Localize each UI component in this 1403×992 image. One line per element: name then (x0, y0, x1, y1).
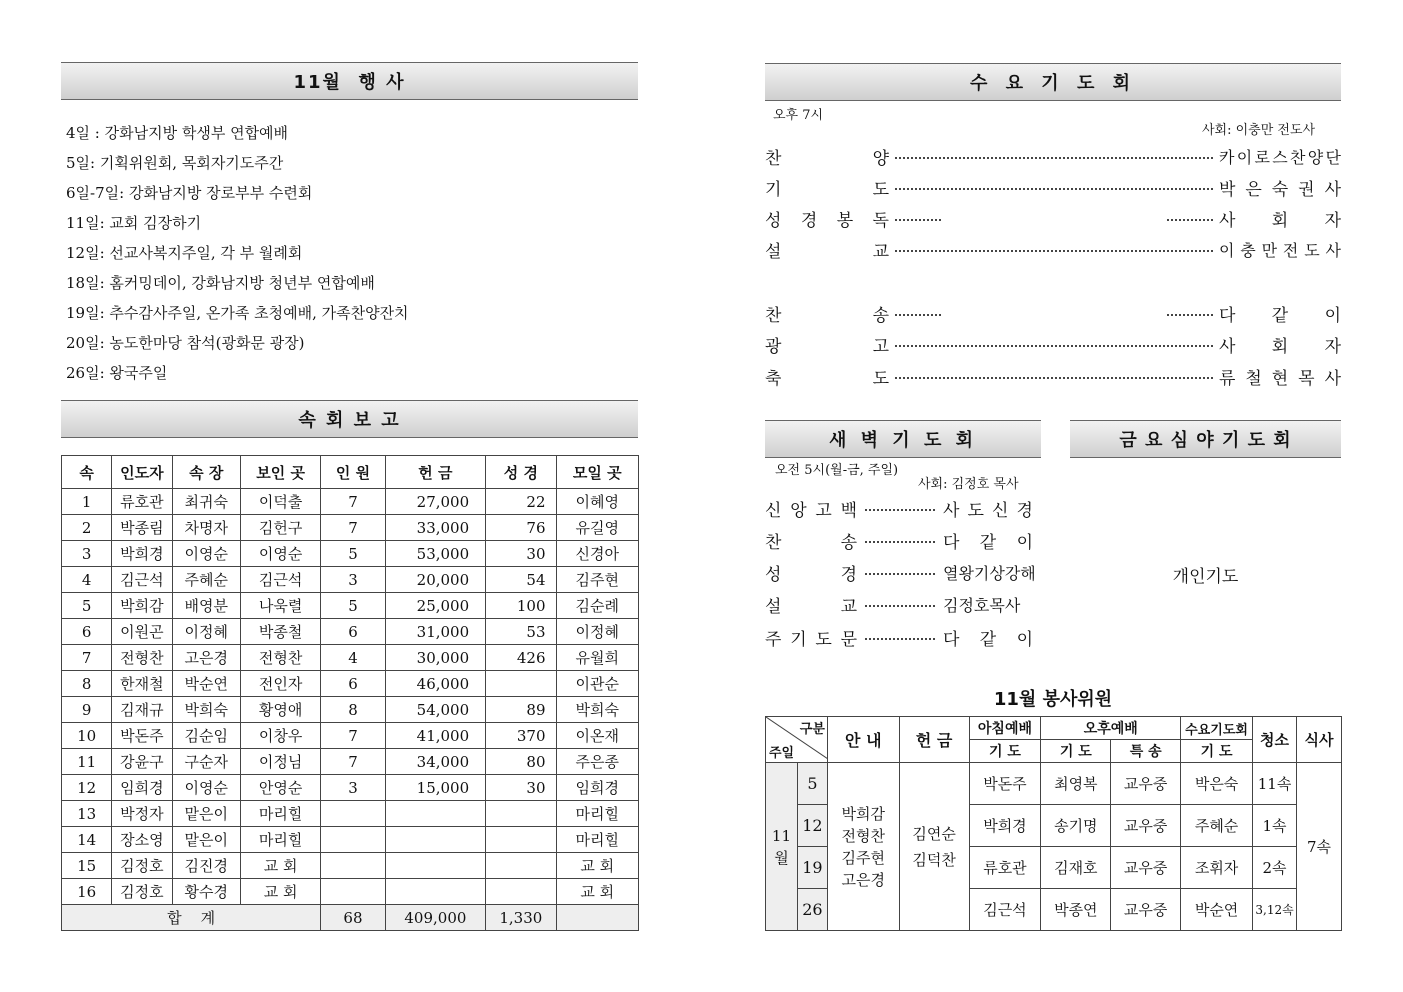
special-cell: 교우중 (1111, 847, 1181, 889)
table-row (62, 645, 639, 671)
table-cell: 27,000 (385, 489, 486, 515)
month-cell: 11 월 (766, 763, 798, 931)
friday-title: 금 요 심 야 기 도 회 (1119, 430, 1292, 451)
special-cell: 교우중 (1111, 805, 1181, 847)
table-cell: 강윤구 (112, 749, 172, 775)
table-cell: 10 (62, 723, 112, 749)
wednesday-row-value: 카 이 로 스 찬 양 단 (1219, 147, 1341, 167)
wednesday-row-label: 기 도 (765, 179, 889, 200)
dotted-leader (865, 573, 935, 575)
wednesday-row (765, 142, 1341, 170)
table-cell: 임희경 (556, 775, 638, 801)
afternoon-cell: 김재호 (1041, 847, 1111, 889)
guide-name: 전형찬 (841, 826, 886, 845)
table-cell: 12 (62, 775, 112, 801)
wednesday-row (765, 235, 1341, 263)
table-cell: 22 (486, 489, 556, 515)
dawn-row (765, 526, 1041, 554)
service-title: 11월 봉사위원 (993, 689, 1113, 710)
table-cell: 이정님 (240, 749, 320, 775)
events-header (61, 62, 638, 100)
table-cell: 박종림 (112, 515, 172, 541)
dotted-leader (865, 541, 935, 543)
table-cell: 황영애 (240, 697, 320, 723)
col-header: 헌 금 (385, 456, 486, 489)
h-clean: 청소 (1253, 717, 1297, 763)
table-cell: 7 (321, 749, 385, 775)
table-cell: 5 (62, 593, 112, 619)
dawn-row-value: 김정호목사 (943, 595, 1021, 615)
table-cell: 이영순 (240, 541, 320, 567)
table-cell: 박순연 (172, 671, 240, 697)
wednesday-row-label: 축 도 (765, 368, 889, 389)
dotted-leader (865, 605, 935, 607)
event-item: 20일: 농도한마당 참석(광화문 광장) (66, 334, 305, 352)
morning-cell: 김근석 (969, 889, 1041, 931)
dawn-title: 새 벽 기 도 회 (828, 430, 977, 451)
table-cell: 나욱렬 (240, 593, 320, 619)
wednesday-row-value: 박 은 숙 권 사 (1219, 179, 1341, 200)
dawn-row-label: 설 교 (765, 596, 857, 617)
col-header: 속 장 (172, 456, 240, 489)
table-row (62, 515, 639, 541)
table-cell: 마리힐 (240, 827, 320, 853)
wednesday-row (765, 299, 1341, 327)
table-cell: 마리힐 (556, 801, 638, 827)
table-cell: 최귀숙 (172, 489, 240, 515)
dotted-leader (895, 250, 1213, 252)
wednesday-header (765, 63, 1341, 101)
clean-cell: 11속 (1253, 763, 1297, 805)
table-cell (385, 827, 486, 853)
table-cell: 박희경 (112, 541, 172, 567)
wednesday-row-label: 찬 양 (765, 148, 889, 169)
table-cell: 교 회 (240, 879, 320, 905)
table-cell (486, 671, 556, 697)
table-cell: 이정혜 (172, 619, 240, 645)
table-cell: 4 (62, 567, 112, 593)
table-cell: 배영분 (172, 593, 240, 619)
table-cell: 김헌구 (240, 515, 320, 541)
table-cell: 2 (62, 515, 112, 541)
table-cell: 유길영 (556, 515, 638, 541)
corner-top: 구분 (799, 722, 825, 737)
dawn-row (765, 623, 1041, 651)
table-cell: 30 (486, 775, 556, 801)
table-cell: 신경아 (556, 541, 638, 567)
wednesday-row (765, 173, 1341, 201)
table-cell: 맡은이 (172, 827, 240, 853)
wednesday-row-label: 광 고 (765, 336, 889, 357)
table-cell: 전형찬 (112, 645, 172, 671)
table-cell: 박희감 (112, 593, 172, 619)
table-cell: 김순례 (556, 593, 638, 619)
afternoon-cell: 최영복 (1041, 763, 1111, 805)
table-row (62, 671, 639, 697)
table-cell: 54 (486, 567, 556, 593)
total-row (62, 905, 639, 931)
col-header: 속 (62, 456, 112, 489)
table-cell: 유월희 (556, 645, 638, 671)
table-cell: 김주현 (556, 567, 638, 593)
special-cell: 교우중 (1111, 763, 1181, 805)
table-cell: 이덕출 (240, 489, 320, 515)
table-cell: 53,000 (385, 541, 486, 567)
table-cell: 100 (486, 593, 556, 619)
table-cell: 고은경 (172, 645, 240, 671)
day-cell: 5 (797, 763, 827, 805)
sub-prayer: 기 도 (969, 740, 1041, 763)
table-cell: 54,000 (385, 697, 486, 723)
report-header (61, 400, 638, 438)
event-item: 4일 : 강화남지방 학생부 연합예배 (66, 124, 289, 142)
table-cell: 3 (62, 541, 112, 567)
table-cell (486, 801, 556, 827)
table-row (62, 827, 639, 853)
table-cell (321, 879, 385, 905)
table-cell: 76 (486, 515, 556, 541)
table-cell (321, 801, 385, 827)
offering-name: 김덕찬 (912, 850, 956, 869)
event-item: 26일: 왕국주일 (66, 364, 168, 382)
dotted-leader (889, 217, 1219, 219)
table-cell: 41,000 (385, 723, 486, 749)
table-cell: 교 회 (556, 879, 638, 905)
table-cell: 4 (321, 645, 385, 671)
table-cell: 이창우 (240, 723, 320, 749)
sub-special: 특 송 (1111, 740, 1181, 763)
h-meal: 식사 (1297, 717, 1342, 763)
table-cell: 마리힐 (556, 827, 638, 853)
wednesday-row (765, 204, 1341, 232)
table-cell: 25,000 (385, 593, 486, 619)
table-cell: 장소영 (112, 827, 172, 853)
table-cell: 이혜영 (556, 489, 638, 515)
table-cell: 80 (486, 749, 556, 775)
table-cell (486, 827, 556, 853)
dawn-row-label: 주 기 도 문 (765, 629, 857, 650)
dawn-row-value: 사 도 신 경 (943, 500, 1033, 521)
table-row (62, 567, 639, 593)
wed-cell: 주혜순 (1181, 805, 1253, 847)
report-header-row (62, 456, 639, 489)
table-row (62, 697, 639, 723)
table-cell: 8 (62, 671, 112, 697)
table-cell: 김근석 (112, 567, 172, 593)
dawn-row-label: 성 경 (765, 564, 857, 585)
table-cell: 교 회 (556, 853, 638, 879)
table-cell: 5 (321, 593, 385, 619)
event-item: 5일: 기획위원회, 목회자기도주간 (66, 154, 284, 172)
table-cell: 김순임 (172, 723, 240, 749)
table-cell: 53 (486, 619, 556, 645)
table-cell: 5 (321, 541, 385, 567)
dawn-row (765, 494, 1041, 522)
table-cell: 구순자 (172, 749, 240, 775)
clean-cell: 1속 (1253, 805, 1297, 847)
table-cell: 박돈주 (112, 723, 172, 749)
table-cell: 33,000 (385, 515, 486, 541)
morning-cell: 박희경 (969, 805, 1041, 847)
table-cell: 박희숙 (556, 697, 638, 723)
day-cell: 19 (797, 847, 827, 889)
table-row (766, 763, 1342, 805)
wed-cell: 조휘자 (1181, 847, 1253, 889)
table-cell (385, 801, 486, 827)
dawn-row-value: 다 같 이 (943, 629, 1033, 650)
h-wed: 수요기도회 (1181, 717, 1253, 740)
table-row (62, 541, 639, 567)
table-cell: 9 (62, 697, 112, 723)
table-cell: 31,000 (385, 619, 486, 645)
total-label: 합 계 (62, 905, 321, 931)
corner-cell (766, 717, 828, 763)
table-row (62, 853, 639, 879)
wednesday-row-label: 설 교 (765, 241, 889, 262)
table-cell: 마리힐 (240, 801, 320, 827)
report-table (61, 455, 639, 931)
dawn-time: 오전 5시(월-금, 주일) (775, 463, 899, 478)
table-row (62, 723, 639, 749)
table-cell: 한재철 (112, 671, 172, 697)
table-cell: 3 (321, 775, 385, 801)
event-item: 19일: 추수감사주일, 온가족 초청예배, 가족찬양잔치 (66, 304, 409, 322)
wednesday-row-value: 이 충 만 전 도 사 (1219, 240, 1341, 260)
table-row (62, 489, 639, 515)
h-afternoon: 오후예배 (1041, 717, 1181, 740)
wednesday-time: 오후 7시 (773, 108, 824, 123)
table-cell (385, 879, 486, 905)
dotted-leader (889, 312, 1219, 314)
table-row (62, 619, 639, 645)
dawn-row (765, 590, 1041, 618)
table-cell: 황수경 (172, 879, 240, 905)
table-row (62, 801, 639, 827)
table-cell (321, 853, 385, 879)
table-cell: 김진경 (172, 853, 240, 879)
table-cell: 김정호 (112, 879, 172, 905)
clean-cell: 2속 (1253, 847, 1297, 889)
dawn-row (765, 558, 1041, 586)
table-cell (486, 853, 556, 879)
wednesday-row (765, 362, 1341, 390)
table-cell: 전형찬 (240, 645, 320, 671)
event-item: 11일: 교회 김장하기 (66, 214, 202, 232)
table-cell: 차명자 (172, 515, 240, 541)
wednesday-row-value: 류 철 현 목 사 (1219, 368, 1341, 389)
table-cell: 89 (486, 697, 556, 723)
table-cell: 이원곤 (112, 619, 172, 645)
dotted-leader (895, 345, 1213, 347)
dotted-leader (895, 377, 1213, 379)
table-cell: 류호관 (112, 489, 172, 515)
table-row (62, 593, 639, 619)
table-cell: 박종철 (240, 619, 320, 645)
table-cell: 426 (486, 645, 556, 671)
sub-prayer: 기 도 (1181, 740, 1253, 763)
table-cell: 30,000 (385, 645, 486, 671)
table-cell: 안영순 (240, 775, 320, 801)
table-cell: 6 (321, 671, 385, 697)
table-cell: 주혜순 (172, 567, 240, 593)
col-header: 성 경 (486, 456, 556, 489)
clean-cell: 3,12속 (1253, 889, 1297, 931)
table-cell: 8 (321, 697, 385, 723)
h-offering: 헌 금 (899, 717, 969, 763)
table-cell: 임희경 (112, 775, 172, 801)
event-item: 6일-7일: 강화남지방 장로부부 수련회 (66, 184, 313, 202)
wed-cell: 박은숙 (1181, 763, 1253, 805)
h-guide: 안 내 (827, 717, 899, 763)
wednesday-leader: 사회: 이충만 전도사 (1202, 123, 1316, 138)
special-cell: 교우중 (1111, 889, 1181, 931)
table-cell: 30 (486, 541, 556, 567)
offering-cell (899, 763, 969, 931)
table-cell: 15,000 (385, 775, 486, 801)
table-cell: 20,000 (385, 567, 486, 593)
morning-cell: 류호관 (969, 847, 1041, 889)
table-cell: 11 (62, 749, 112, 775)
total-people: 68 (321, 905, 385, 931)
events-title: 11월 행 사 (293, 72, 406, 93)
table-cell: 박희숙 (172, 697, 240, 723)
guide-name: 김주현 (841, 848, 886, 867)
report-title: 속 회 보 고 (298, 410, 401, 431)
h-morning: 아침예배 (969, 717, 1041, 740)
corner-bottom: 주일 (769, 746, 795, 761)
wednesday-row-value: 사 회 자 (1219, 336, 1341, 357)
table-cell: 14 (62, 827, 112, 853)
table-cell: 이영순 (172, 775, 240, 801)
table-cell: 주은종 (556, 749, 638, 775)
table-row (62, 749, 639, 775)
day-cell: 12 (797, 805, 827, 847)
table-cell: 이영순 (172, 541, 240, 567)
afternoon-cell: 송기명 (1041, 805, 1111, 847)
day-cell: 26 (797, 889, 827, 931)
friday-content: 개인기도 (1172, 567, 1239, 587)
table-cell: 7 (321, 489, 385, 515)
table-cell: 6 (62, 619, 112, 645)
dawn-row-value: 다 같 이 (943, 532, 1033, 553)
table-cell: 6 (321, 619, 385, 645)
event-item: 18일: 홈커밍데이, 강화남지방 청년부 연합예배 (66, 274, 375, 292)
offering-name: 김연순 (912, 824, 956, 843)
table-cell: 13 (62, 801, 112, 827)
dotted-leader (895, 157, 1213, 159)
table-cell: 16 (62, 879, 112, 905)
table-cell: 김근석 (240, 567, 320, 593)
dotted-leader (865, 509, 935, 511)
events-list (66, 118, 409, 388)
afternoon-cell: 박종연 (1041, 889, 1111, 931)
total-offering: 409,000 (385, 905, 486, 931)
col-header: 인 원 (321, 456, 385, 489)
event-item: 12일: 선교사복지주일, 각 부 월례회 (66, 244, 303, 262)
table-cell: 맡은이 (172, 801, 240, 827)
sub-prayer: 기 도 (1041, 740, 1111, 763)
table-cell: 박정자 (112, 801, 172, 827)
meal-cell: 7속 (1297, 763, 1342, 931)
wednesday-title: 수 요 기 도 회 (969, 73, 1136, 94)
table-cell: 이정혜 (556, 619, 638, 645)
table-row (62, 775, 639, 801)
wednesday-row (765, 330, 1341, 358)
col-header: 보인 곳 (240, 456, 320, 489)
table-cell: 46,000 (385, 671, 486, 697)
table-cell: 15 (62, 853, 112, 879)
wednesday-row-value: 다 같 이 (1219, 305, 1341, 326)
total-empty (556, 905, 638, 931)
wednesday-row-label: 찬 송 (765, 305, 889, 326)
wed-cell: 박순연 (1181, 889, 1253, 931)
table-cell (385, 853, 486, 879)
friday-header (1070, 420, 1341, 458)
wednesday-row-label: 성 경 봉 독 (765, 210, 889, 231)
table-cell: 34,000 (385, 749, 486, 775)
table-cell: 7 (321, 515, 385, 541)
table-cell: 7 (321, 723, 385, 749)
table-cell: 교 회 (240, 853, 320, 879)
table-cell: 3 (321, 567, 385, 593)
table-cell: 7 (62, 645, 112, 671)
table-cell: 1 (62, 489, 112, 515)
dawn-row-label: 찬 송 (765, 532, 857, 553)
dawn-leader: 사회: 김정호 목사 (918, 477, 1019, 492)
col-header: 모일 곳 (556, 456, 638, 489)
table-cell: 김재규 (112, 697, 172, 723)
table-cell: 이관순 (556, 671, 638, 697)
table-cell (321, 827, 385, 853)
guide-cell (827, 763, 899, 931)
morning-cell: 박돈주 (969, 763, 1041, 805)
dotted-leader (865, 638, 935, 640)
dawn-row-value: 열왕기상강해 (943, 563, 1036, 583)
dawn-header (765, 420, 1041, 458)
table-cell: 김정호 (112, 853, 172, 879)
dawn-row-label: 신 앙 고 백 (765, 500, 857, 521)
wednesday-row-value: 사 회 자 (1219, 210, 1341, 231)
guide-name: 박희감 (841, 804, 886, 823)
total-bible: 1,330 (486, 905, 556, 931)
guide-name: 고은경 (841, 870, 886, 889)
service-table (765, 716, 1342, 931)
table-cell: 전인자 (240, 671, 320, 697)
table-cell: 370 (486, 723, 556, 749)
dotted-leader (895, 188, 1213, 190)
table-cell: 이온재 (556, 723, 638, 749)
table-row (62, 879, 639, 905)
col-header: 인도자 (112, 456, 172, 489)
table-cell (486, 879, 556, 905)
